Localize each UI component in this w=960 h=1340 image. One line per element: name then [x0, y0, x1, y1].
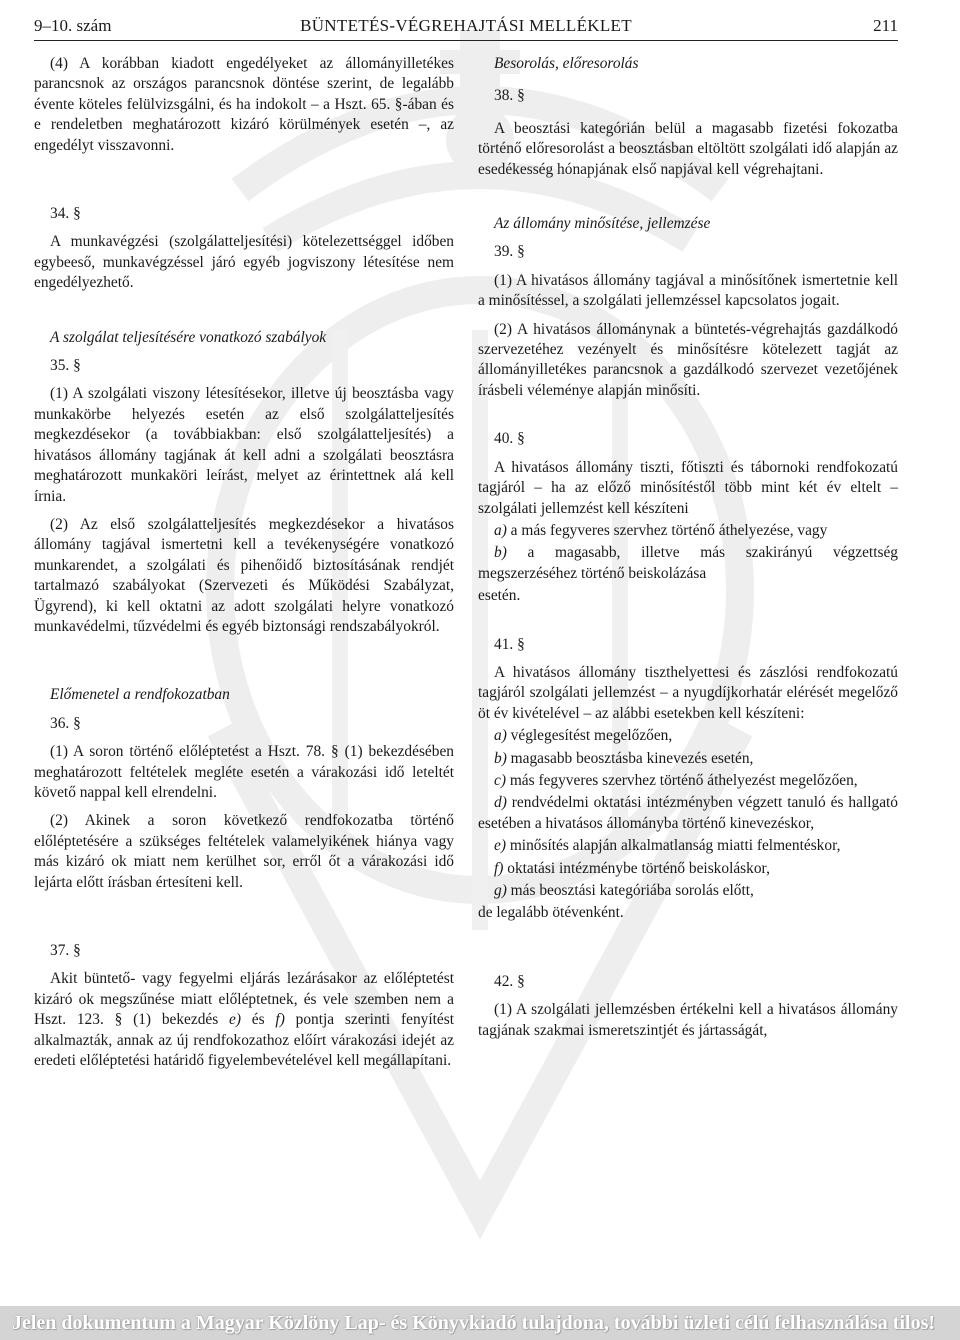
point-g-text: más beosztási kategóriába sorolás előtt, — [506, 882, 754, 899]
page-header — [34, 14, 898, 41]
section-35-number: 35. § — [50, 357, 81, 375]
section-36-paragraph-1: (1) A soron történő előléptetést a Hszt. 78. § (1) bekezdésében meghatározott feltételek megléte esetén a várakozási idő leteltét követő nappal kell elrendelni. — [34, 743, 454, 801]
heading-classification: Besorolás, előresorolás — [494, 55, 639, 72]
section-37-text — [34, 969, 454, 1071]
heading-service-rules: A szolgálat teljesítésére vonatkozó szabályok — [50, 328, 327, 346]
point-a-label: a) — [494, 727, 507, 745]
point-b-text: magasabb beosztásba kinevezés esetén, — [506, 749, 754, 767]
point-g-label: g) — [494, 882, 507, 899]
section-39-paragraph-2: (2) A hivatásos állománynak a büntetés-végrehajtás gazdálkodó szervezetéhez vezényelt és minősítésre kötelezett tagját az állományilletékes parancsnok a gazdálkodó szervezet vezetőjének írásbeli véleménye alapján minősíti. — [478, 320, 898, 399]
point-a-text: a más fegyveres szervhez történő áthelyezése, vagy — [506, 521, 828, 539]
section-41-point-b — [478, 749, 898, 769]
point-a-text: véglegesítést megelőzően, — [506, 727, 673, 745]
section-41-point-f — [478, 859, 898, 879]
section-40-point-b — [478, 543, 898, 584]
section-39-paragraph-1: (1) A hivatásos állomány tagjával a minősítőnek ismertetnie kell a minősítéssel, a szolgálati jellemzéssel kapcsolatos jogait. — [478, 271, 898, 310]
section-36-number: 36. § — [50, 714, 81, 732]
section-41-point-c — [478, 771, 898, 791]
heading-evaluation: Az állomány minősítése, jellemzése — [494, 215, 711, 233]
point-b-text: a magasabb, illetve más szakirányú végzettség megszerzéséhez történő beiskolázása — [478, 544, 898, 582]
section-39-number: 39. § — [494, 243, 525, 261]
section-42-paragraph-1: (1) A szolgálati jellemzésben értékelni kell a hivatásos állomány tagjának szakmai ismeretszintjét és jártasságát, — [478, 1001, 898, 1039]
section-40-number: 40. § — [494, 430, 525, 448]
section-40-intro: A hivatásos állomány tiszti, főtiszti és tábornoki rendfokozatú tagjáról – ha az előző minősítéstől több mint két év eltelt – szolgálati jellemzést kell készíteni — [478, 458, 898, 517]
section-40-point-a — [478, 521, 898, 541]
section-41-number: 41. § — [494, 635, 525, 653]
section-35-paragraph-1: (1) A szolgálati viszony létesítésekor, illetve új beosztásba vagy munkakörbe helyezés esetén az első szolgálatteljesítés megkezdésekor (a továbbiakban: első szolgálatteljesítés) a hivatásos állomány tagjának át kell adni a szolgálati beosztásra meghatározott munkaköri leírást, melyet az érintettnek alá kell írnia. — [34, 385, 454, 505]
section-41-point-d — [478, 793, 898, 834]
right-column — [478, 54, 898, 1049]
section-36-paragraph-2: (2) Akinek a soron következő rendfokozatba történő előléptetésére a szükséges feltételek valamelyikének hiánya vagy más kizáró ok miatt nem kerülhet sor, erről őt a várakozási idő lejárta előtt írásban értesíteni kell. — [34, 812, 454, 891]
section-41-point-a — [478, 726, 898, 746]
section-33-paragraph-4: (4) A korábban kiadott engedélyeket az állományilletékes parancsnok az országos parancsnok döntése szerint, de legalább évente köteles felülvizsgálni, és ha indokolt – a Hszt. 65. §-ában és e rendeletben meghatározott kizáró körülmények esetén –, az engedélyt visszavonni. — [34, 55, 454, 154]
section-37-conjunction: és — [241, 1011, 276, 1029]
left-column — [34, 54, 454, 1079]
section-37-number: 37. § — [50, 942, 81, 959]
point-d-label: d) — [494, 794, 507, 812]
issue-number: 9–10. szám — [34, 16, 112, 35]
page-number: 211 — [873, 16, 898, 35]
point-e-reference: e) — [229, 1011, 241, 1029]
point-c-label: c) — [494, 771, 506, 789]
section-37-text-part-1: Akit büntető- vagy fegyelmi eljárás lezárásakor az előléptetést kizáró ok megszűnése miatt előléptetnek, és vele szemben nem a Hszt. 123. § (1) bekezdés — [34, 970, 454, 1029]
section-34-text: A munkavégzési (szolgálatteljesítési) kötelezettséggel időben egybeeső, munkavégzéssel járó egyéb jogviszony létesítése nem engedélyezhető. — [34, 233, 454, 292]
point-b-label: b) — [494, 544, 507, 562]
point-c-text: más fegyveres szervhez történő áthelyezést megelőzően, — [505, 771, 858, 789]
point-e-text: minősítés alapján alkalmatlanság miatti felmentéskor, — [505, 837, 841, 855]
point-f-reference: f) — [275, 1011, 285, 1029]
section-35-paragraph-2: (2) Az első szolgálatteljesítés megkezdésekor a hivatásos állomány tagjával ismertetni kell a tevékenységére vonatkozó munkarendet, a szolgálati és pihenőidő biztosításának rendjét tartalmazó szabályokat (Szervezeti és Működési Szabályzat, Ügyrend), ki kell oktatni az adott szolgálati helyre vonatkozó munkavédelmi, tűzvédelmi és egyéb biztonsági rendszabályokról. — [34, 515, 454, 635]
section-38-number: 38. § — [494, 87, 525, 105]
point-e-label: e) — [494, 837, 506, 855]
section-37-text-part-2: pontja szerinti fenyítést alkalmazták, annak az új rendfokozathoz előírt várakozási idejét az eredeti előléptetési határidő figyelembevételével kell megállapítani. — [34, 1011, 454, 1070]
copyright-banner: Jelen dokumentum a Magyar Közlöny Lap- és Könyvkiadó tulajdona, további üzleti célú felhasználása tilos! — [0, 1306, 960, 1340]
section-41-point-e — [478, 836, 898, 856]
point-f-text: oktatási intézménybe történő beiskoláskor, — [503, 859, 770, 877]
section-41-intro: A hivatásos állomány tiszthelyettesi és zászlósi rendfokozatú tagjáról szolgálati jellemzést – a nyugdíjkorhatár elérését megelőző öt év kivételével – az alábbi esetekben kell készíteni: — [478, 663, 898, 722]
heading-promotion: Előmenetel a rendfokozatban — [50, 686, 230, 704]
point-b-label: b) — [494, 749, 507, 767]
section-42-number: 42. § — [494, 972, 525, 990]
section-41-closing: de legalább ötévenként. — [478, 904, 624, 922]
point-f-label: f) — [494, 859, 504, 877]
publication-title: BÜNTETÉS-VÉGREHAJTÁSI MELLÉKLET — [300, 16, 632, 35]
section-38-text: A beosztási kategórián belül a magasabb fizetési fokozatba történő előresorolást a beosztásban eltöltött szolgálati idő alapján az esedékesség hónapjának első napjával kell végrehajtani. — [478, 119, 898, 178]
point-a-label: a) — [494, 521, 507, 539]
section-41-point-g — [478, 881, 898, 901]
section-34-number: 34. § — [50, 205, 81, 223]
point-d-text: rendvédelmi oktatási intézményben végzett tanuló és hallgató esetében a hivatásos állományba történő kinevezéskor, — [478, 794, 898, 832]
section-40-closing: esetén. — [478, 587, 521, 605]
